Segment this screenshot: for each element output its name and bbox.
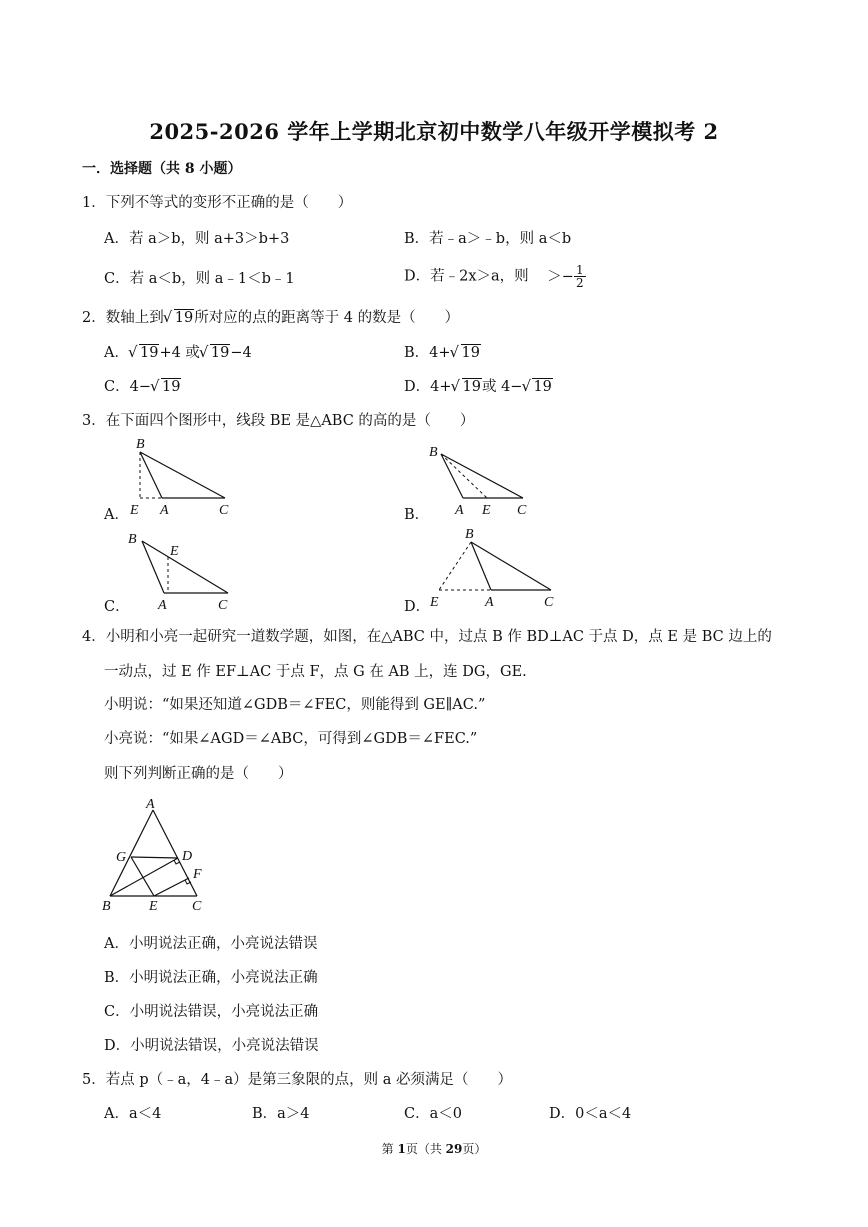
q4-option-c: C．小明说法错误，小亮说法正确 <box>104 1004 319 1020</box>
segment-be <box>441 454 487 498</box>
label-c: C <box>192 899 202 914</box>
label-a: A <box>146 797 155 812</box>
q1-stem: 1．下列不等式的变形不正确的是（ ） <box>82 195 353 211</box>
segment-ba <box>441 454 463 498</box>
label-a: A <box>160 503 169 518</box>
q3-option-c: C． <box>104 599 130 615</box>
radicand: 19 <box>174 310 194 326</box>
q2-option-b <box>404 341 481 362</box>
q1-option-d-fraction <box>574 264 586 289</box>
segment-ba <box>142 541 164 593</box>
q4-line-5: 则下列判断正确的是（ ） <box>104 766 293 782</box>
q1-option-c: C．若 a＜b，则 a﹣1＜b﹣1 <box>104 271 295 287</box>
q4-option-d: D．小明说法错误，小亮说法错误 <box>104 1038 319 1054</box>
label-f: F <box>193 867 202 882</box>
option-text: C．4− <box>104 379 151 395</box>
q4-figure <box>98 792 218 916</box>
segment-gd <box>131 857 178 858</box>
q3-figure-d <box>425 524 565 616</box>
sqrt-symbol <box>151 379 181 395</box>
fraction-numerator: 1 <box>575 263 584 277</box>
q2-stem-prefix: 2．数轴上到 <box>82 310 164 326</box>
segment-ba <box>140 452 162 498</box>
sqrt-symbol <box>452 379 482 395</box>
q4-line-3: 小明说：“如果还知道∠GDB＝∠FEC，则能得到 GE∥AC.” <box>104 697 486 713</box>
q4-line-2: 一动点，过 E 作 EF⊥AC 于点 F，点 G 在 AB 上，连 DG，GE. <box>104 664 527 680</box>
page-title: 2025-2026 学年上学期北京初中数学八年级开学模拟考 2 <box>149 119 719 144</box>
footer-text: 页（共 <box>405 1142 446 1156</box>
radicand: 19 <box>461 345 480 361</box>
label-e: E <box>430 595 439 610</box>
page-footer <box>0 1140 868 1157</box>
segment-ge <box>131 857 154 896</box>
q1-option-d <box>404 264 586 289</box>
segment-bc <box>140 452 225 498</box>
q1-option-b: B．若﹣a＞﹣b，则 a＜b <box>404 231 572 247</box>
sqrt-symbol <box>129 345 159 361</box>
q3-figure-b <box>425 436 545 522</box>
label-b: B <box>429 445 438 460</box>
option-text: D．4+ <box>404 379 452 395</box>
label-e: E <box>170 544 179 559</box>
sqrt-symbol <box>164 310 194 326</box>
q1-option-d-prefix: D．若﹣2x＞a，则 <box>404 268 529 285</box>
q3-stem: 3．在下面四个图形中，线段 BE 是△ABC 的高的是（ ） <box>82 413 475 429</box>
q3-option-d: D． <box>404 599 431 615</box>
label-e: E <box>482 503 491 518</box>
q1-option-a: A．若 a＞b，则 a+3＞b+3 <box>104 231 290 247</box>
label-c: C <box>544 595 554 610</box>
q4-line-4: 小亮说：“如果∠AGD＝∠ABC，可得到∠GDB＝∠FEC.” <box>104 731 478 747</box>
q5-stem: 5．若点 p（﹣a，4﹣a）是第三象限的点，则 a 必须满足（ ） <box>82 1072 512 1088</box>
q5-option-d: D．0＜a＜4 <box>549 1106 632 1122</box>
label-a: A <box>485 595 494 610</box>
label-c: C <box>219 503 229 518</box>
segment-ba <box>471 542 491 590</box>
option-text: −4 <box>230 345 252 361</box>
q5-option-c: C．a＜0 <box>404 1106 462 1122</box>
footer-text: 第 <box>381 1142 398 1156</box>
q3-option-b: B． <box>404 507 430 523</box>
label-b: B <box>136 437 145 452</box>
label-c: C <box>517 503 527 518</box>
q2-option-c <box>104 375 181 396</box>
q4-option-b: B．小明说法正确，小亮说法正确 <box>104 970 318 986</box>
label-g: G <box>116 850 127 865</box>
q4-option-a: A．小明说法正确，小亮说法错误 <box>104 936 318 952</box>
q2-stem-suffix: 所对应的点的距离等于 4 的数是（ ） <box>194 310 460 326</box>
label-b: B <box>102 899 111 914</box>
radicand: 19 <box>161 379 181 395</box>
radicand: 19 <box>139 345 159 361</box>
option-text: B．4+ <box>404 345 451 361</box>
radicand: 19 <box>210 345 230 361</box>
sqrt-symbol <box>522 379 552 395</box>
total-pages: 29 <box>445 1142 463 1156</box>
segment-bc <box>471 542 551 590</box>
radicand: 19 <box>533 379 552 395</box>
label-e: E <box>149 899 158 914</box>
label-a: A <box>158 598 167 613</box>
q4-line-1: 4．小明和小亮一起研究一道数学题，如图，在△ABC 中，过点 B 作 BD⊥AC 于点 D，点 E 是 BC 边上的 <box>82 629 772 645</box>
label-d: D <box>182 849 193 864</box>
segment-ef <box>154 878 189 896</box>
q2-option-d <box>404 375 553 396</box>
sqrt-symbol <box>200 345 230 361</box>
label-b: B <box>465 527 474 542</box>
footer-text: 页） <box>462 1142 487 1156</box>
option-letter: A． <box>104 345 129 361</box>
option-text: +4 或 <box>159 345 200 361</box>
q2-option-a <box>104 341 252 362</box>
q5-option-a: A．a＜4 <box>104 1106 162 1122</box>
radicand: 19 <box>462 379 481 395</box>
label-e: E <box>130 503 139 518</box>
segment-bc <box>142 541 228 593</box>
q1-option-d-relation: ＞− <box>547 268 574 285</box>
sqrt-symbol <box>451 345 481 361</box>
page-number: 1 <box>397 1142 406 1156</box>
segment-be <box>439 542 471 590</box>
q3-figure-a <box>120 432 240 522</box>
q5-option-b: B．a＞4 <box>252 1106 310 1122</box>
segment-bc <box>441 454 523 498</box>
q3-option-a: A． <box>104 507 129 523</box>
section-heading: 一．选择题（共 8 小题） <box>82 161 242 177</box>
label-c: C <box>218 598 228 613</box>
q2-stem <box>82 306 459 327</box>
option-text: 或 4− <box>481 379 523 395</box>
label-b: B <box>128 532 137 547</box>
label-a: A <box>455 503 464 518</box>
q3-figure-c <box>120 527 240 615</box>
fraction-denominator: 2 <box>575 276 584 290</box>
